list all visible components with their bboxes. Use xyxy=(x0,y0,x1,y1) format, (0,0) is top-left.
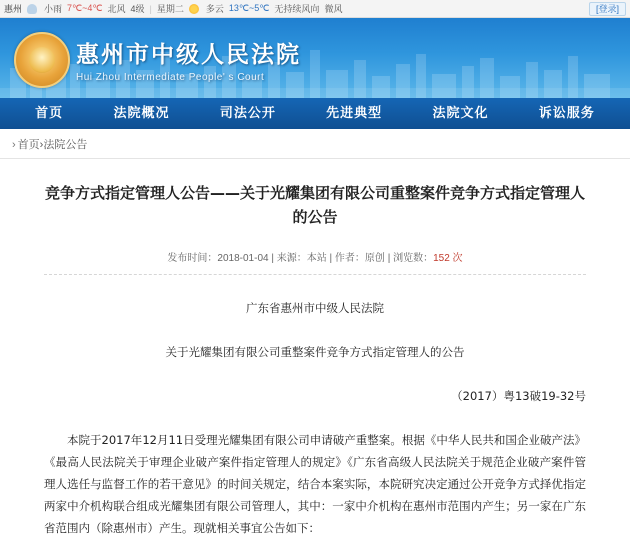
breadcrumb-home[interactable]: 首页 xyxy=(17,139,40,151)
weather-weekday: 星期二 xyxy=(156,4,184,14)
hits-label: 浏览数： xyxy=(393,253,434,264)
article-body xyxy=(44,297,586,539)
weather-air: 微风 xyxy=(324,4,343,14)
banner-title-block xyxy=(76,36,301,83)
meta-divider xyxy=(44,274,586,275)
sun-icon xyxy=(189,4,199,14)
meta-sep-3: | xyxy=(387,253,391,264)
publish-time-value: 2018-01-04 xyxy=(217,253,269,264)
status-separator: | xyxy=(149,3,152,14)
weather-now: 小雨 xyxy=(44,4,63,14)
weather-temp-next: 13℃~5℃ xyxy=(228,3,270,13)
nav-item-litigation-services[interactable]: 诉讼服务 xyxy=(538,106,595,121)
site-title-cn: 惠州市中级人民法院 xyxy=(76,42,301,68)
article-container xyxy=(0,159,630,539)
weather-status-bar xyxy=(0,0,630,18)
publish-time-label: 发布时间： xyxy=(167,253,218,264)
meta-sep-2: | xyxy=(329,253,333,264)
source-value: 本站 xyxy=(306,253,327,264)
breadcrumb-current[interactable]: 法院公告 xyxy=(43,139,88,151)
cloud-icon xyxy=(27,4,37,14)
breadcrumb xyxy=(0,129,630,159)
nav-item-model-cases[interactable]: 先进典型 xyxy=(326,106,383,121)
weather-wind: 北风 xyxy=(107,4,126,14)
meta-sep-1: | xyxy=(271,253,274,264)
article-meta xyxy=(44,249,586,264)
source-label: 来源： xyxy=(276,253,307,264)
login-button[interactable]: [登录] xyxy=(589,2,626,16)
weather-temp-now: 7℃~4℃ xyxy=(67,3,103,13)
national-emblem-icon xyxy=(14,32,70,88)
author-label: 作者： xyxy=(334,253,365,264)
article-paragraph-1: 本院于2017年12月11日受理光耀集团有限公司申请破产重整案。根据《中华人民共和国企业破产法》《最高人民法院关于审理企业破产案件指定管理人的规定》《广东省高级人民法院关于规范企业破产案件管理人选任与监督工作的若干意见》的时间关规定，结合本案实际，本院研究决定通过公开竞争方式择优指定两家中介机构联合组成光耀集团有限公司管理人，其中：一家中介机构在惠州市范围内产生；另一家在广东省范围内（除惠州市）产生。现就相关事宜公告如下： xyxy=(44,433,586,535)
nav-item-judicial-openness[interactable]: 司法公开 xyxy=(219,106,276,121)
breadcrumb-arrow-icon: › xyxy=(12,139,16,151)
breadcrumb-separator: › xyxy=(39,139,44,151)
nav-item-home[interactable]: 首页 xyxy=(35,106,64,121)
court-name-line: 广东省惠州市中级人民法院 xyxy=(246,301,384,315)
weather-city: 惠州 xyxy=(4,4,23,14)
page-title: 竞争方式指定管理人公告——关于光耀集团有限公司重整案件竞争方式指定管理人的公告 xyxy=(44,184,585,226)
weather-pollution: 无持续风向 xyxy=(274,4,320,14)
hits-value: 152 次 xyxy=(433,253,463,264)
site-title-en: Hui Zhou Intermediate People' s Court xyxy=(76,72,265,83)
site-banner xyxy=(0,18,630,98)
author-value: 原创 xyxy=(364,253,385,264)
weather-next: 多云 xyxy=(205,4,224,14)
document-number: （2017）粤13破19-32号 xyxy=(451,389,586,403)
nav-item-court-culture[interactable]: 法院文化 xyxy=(432,106,489,121)
announcement-subject-line: 关于光耀集团有限公司重整案件竞争方式指定管理人的公告 xyxy=(165,345,465,359)
weather-wind-level: 4级 xyxy=(130,4,145,14)
main-nav xyxy=(0,98,630,129)
nav-item-court-overview[interactable]: 法院概况 xyxy=(113,106,170,121)
